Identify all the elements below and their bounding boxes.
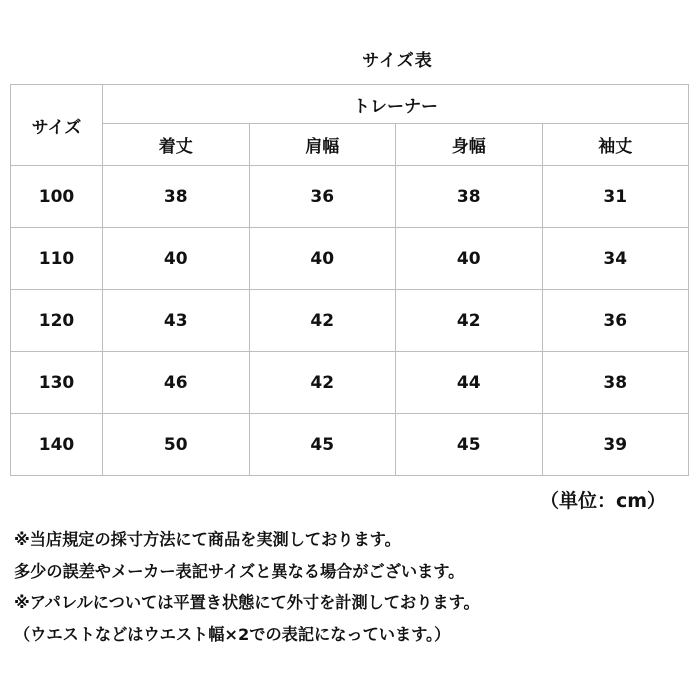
value-cell: 39 [542, 414, 689, 476]
page-title: サイズ表 [362, 51, 433, 71]
size-table [10, 84, 689, 476]
column-header-sleeve: 袖丈 [542, 124, 689, 166]
column-header-shoulder: 肩幅 [249, 124, 396, 166]
note-line: 多少の誤差やメーカー表記サイズと異なる場合がございます。 [14, 561, 465, 581]
value-cell: 42 [396, 290, 543, 352]
value-cell: 31 [542, 166, 689, 228]
value-cell: 45 [249, 414, 396, 476]
value-cell: 36 [249, 166, 396, 228]
table-row [11, 414, 689, 476]
size-cell: 140 [11, 414, 103, 476]
value-cell: 42 [249, 352, 396, 414]
size-cell: 110 [11, 228, 103, 290]
value-cell: 45 [396, 414, 543, 476]
value-cell: 44 [396, 352, 543, 414]
value-cell: 40 [396, 228, 543, 290]
size-cell: 100 [11, 166, 103, 228]
size-cell: 120 [11, 290, 103, 352]
value-cell: 46 [103, 352, 250, 414]
column-header-length: 着丈 [103, 124, 250, 166]
size-column-header: サイズ [11, 85, 103, 166]
table-row [11, 352, 689, 414]
table-header-row [11, 85, 689, 124]
table-row [11, 290, 689, 352]
value-cell: 38 [103, 166, 250, 228]
measurement-header-row [11, 124, 689, 166]
value-cell: 34 [542, 228, 689, 290]
table-row [11, 166, 689, 228]
size-cell: 130 [11, 352, 103, 414]
note-line: ※当店規定の採寸方法にて商品を実測しております。 [14, 530, 401, 549]
table-row [11, 228, 689, 290]
note-line: （ウエストなどはウエスト幅×2での表記になっています。） [14, 624, 451, 644]
product-group-header: トレーナー [103, 85, 689, 124]
unit-label: （単位：cm） [539, 490, 666, 512]
value-cell: 42 [249, 290, 396, 352]
value-cell: 43 [103, 290, 250, 352]
value-cell: 40 [103, 228, 250, 290]
value-cell: 40 [249, 228, 396, 290]
note-line: ※アパレルについては平置き状態にて外寸を計測しております。 [14, 593, 480, 612]
value-cell: 36 [542, 290, 689, 352]
value-cell: 50 [103, 414, 250, 476]
notes-block [14, 527, 694, 653]
column-header-chest: 身幅 [396, 124, 543, 166]
value-cell: 38 [396, 166, 543, 228]
value-cell: 38 [542, 352, 689, 414]
